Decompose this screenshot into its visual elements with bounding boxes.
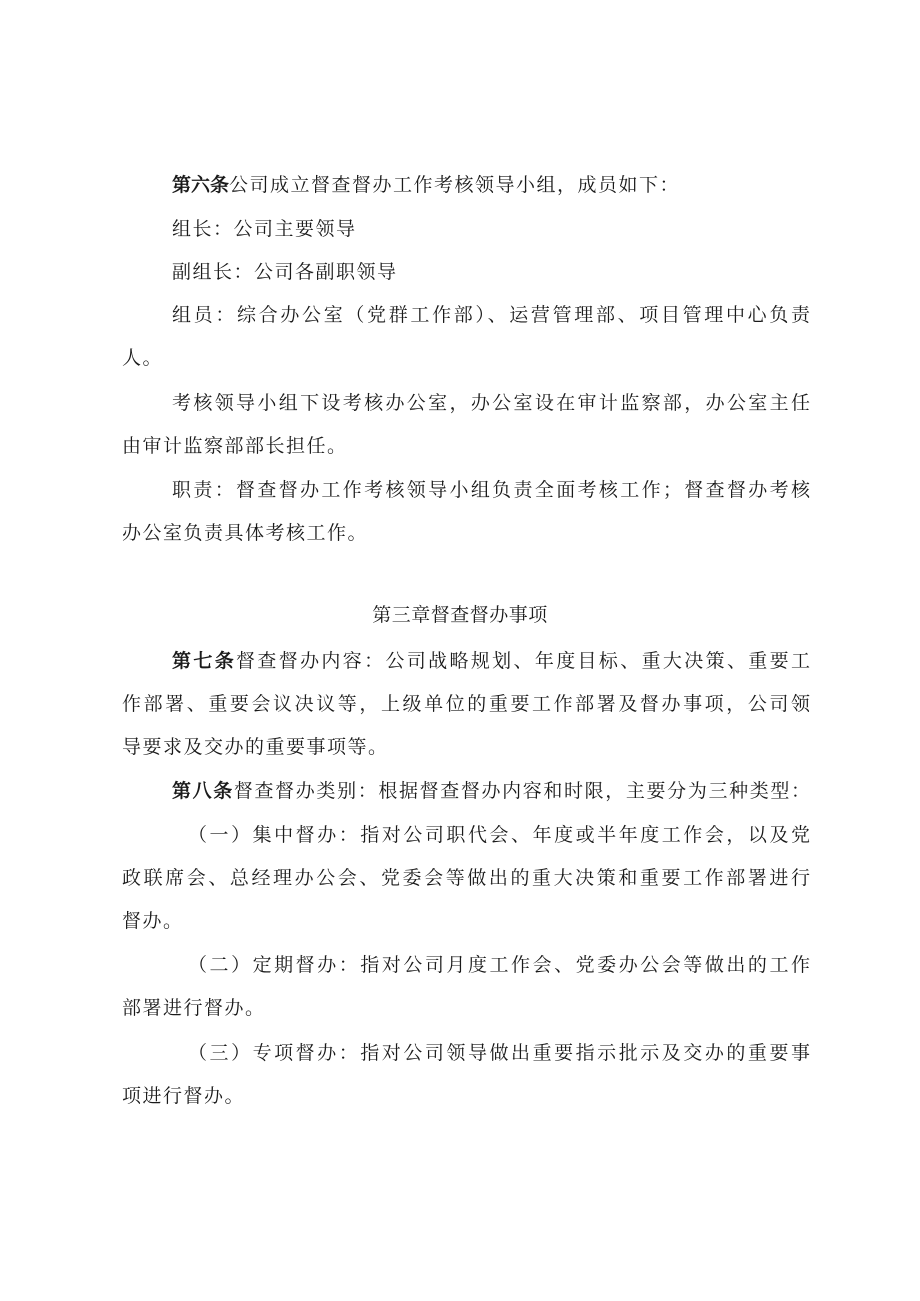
article-7-line-1 <box>172 648 810 674</box>
article-8-number: 第八条 <box>172 780 234 802</box>
article-7-text-1: 督查督办内容：公司战略规划、年度目标、重大决策、重要工 <box>236 650 810 672</box>
item-2-line-2: 部署进行督办。 <box>122 997 266 1019</box>
office-line-1: 考核领导小组下设考核办公室，办公室设在审计监察部，办公室主任 <box>172 392 810 414</box>
article-6-number: 第六条 <box>172 174 230 196</box>
article-7-line-2: 作部署、重要会议决议等，上级单位的重要工作部署及督办事项，公司领 <box>122 693 810 715</box>
article-7-number: 第七条 <box>172 650 237 672</box>
deputy-leader-line: 副组长：公司各副职领导 <box>172 261 398 283</box>
item-3-line-1: （三）专项督办：指对公司领导做出重要指示批示及交办的重要事 <box>188 1042 810 1064</box>
office-line-2: 由审计监察部部长担任。 <box>122 435 348 457</box>
article-7-line-3: 导要求及交办的重要事项等。 <box>122 736 389 758</box>
article-6-paragraph <box>172 172 810 198</box>
chapter-3-heading: 第三章督查督办事项 <box>372 604 548 626</box>
item-3-line-2: 项进行督办。 <box>122 1085 246 1107</box>
item-1-line-1: （一）集中督办：指对公司职代会、年度或半年度工作会，以及党 <box>188 824 810 846</box>
item-1-line-3: 督办。 <box>122 910 184 932</box>
item-1-line-2: 政联席会、总经理办公会、党委会等做出的重大决策和重要工作部署进行 <box>122 867 810 889</box>
article-8-line-1 <box>172 778 810 804</box>
article-8-text-1: 督查督办类别：根据督查督办内容和时限，主要分为三种类型： <box>233 780 810 802</box>
item-2-line-1: （二）定期督办：指对公司月度工作会、党委办公会等做出的工作 <box>188 954 810 976</box>
members-line-1: 组员：综合办公室（党群工作部）、运营管理部、项目管理中心负责 <box>172 304 810 326</box>
members-line-2: 人。 <box>122 347 164 369</box>
article-6-text: 公司成立督查督办工作考核领导小组，成员如下： <box>229 174 681 196</box>
group-leader-line: 组长：公司主要领导 <box>172 218 357 240</box>
duties-line-2: 办公室负责具体考核工作。 <box>122 522 369 544</box>
duties-line-1: 职责：督查督办工作考核领导小组负责全面考核工作；督查督办考核 <box>172 479 810 501</box>
